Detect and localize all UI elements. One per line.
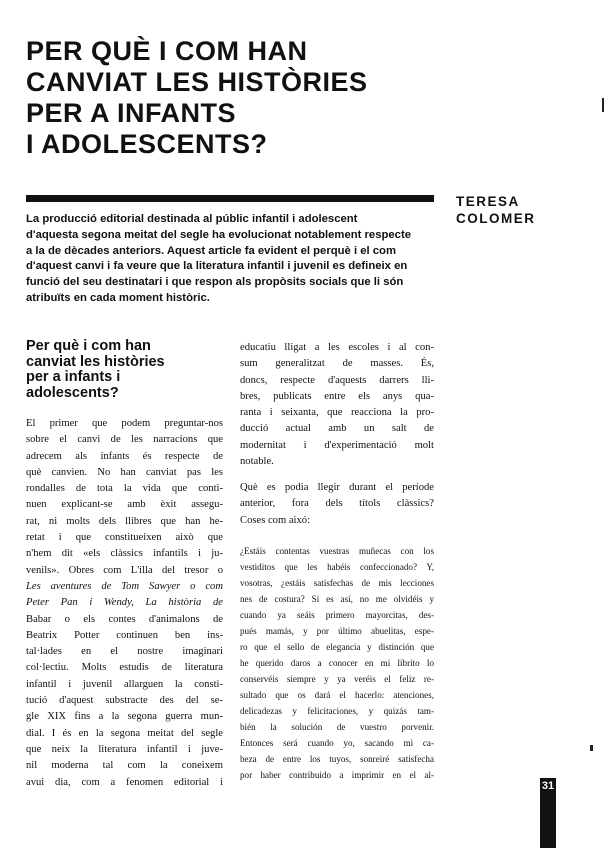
abstract-line: atribuïts en cada moment històric. [26, 291, 210, 304]
title-line: PER A INFANTS [26, 98, 237, 128]
heading-line: canviat les històries [26, 353, 165, 370]
body-line: venils». Obres com L'illa del tresor o [26, 564, 223, 576]
quote-line: cuando ya seáis primero mayorcitas, des- [240, 610, 434, 620]
body-line: Les aventures de Tom Sawyer o com [26, 580, 223, 592]
body-line: nuen explicant-se amb èxit assegu- [26, 499, 223, 511]
body-column-right-paragraph-1 [240, 340, 434, 470]
body-line: ranta i seixanta, que reacciona la pro- [240, 407, 434, 419]
body-line: Peter Pan i Wendy, La història de [26, 597, 223, 609]
body-line: bres, publicats entre els anys qua- [240, 390, 434, 402]
body-line: doncs, respecte d'aquests darrers lli- [240, 374, 434, 386]
article-abstract [26, 212, 436, 307]
title-line: CANVIAT LES HISTÒRIES [26, 67, 368, 97]
body-column-right-paragraph-2 [240, 480, 434, 529]
body-line: col·lectiu. Molts estudis de literatura [26, 662, 223, 674]
abstract-line: La producció editorial destinada al públic infantil i adolescent [26, 213, 358, 225]
quote-line: por haber contribuido a imprimir en el al- [240, 770, 434, 780]
title-line: I ADOLESCENTS? [26, 129, 268, 159]
quote-line: ro que el sello de elegancia y distinción que [240, 642, 434, 652]
quote-line: nes de costura? Si es así, no me olvidéis y [240, 594, 434, 604]
quote-line: ¿Estáis contentas vuestras muñecas con los [240, 546, 434, 556]
body-line: Beatrix Potter continuen ben ins- [26, 629, 223, 641]
body-line: que neix la literatura infantil i juve- [26, 743, 223, 755]
title-divider [26, 195, 434, 202]
body-line: sobre el canvi de les narracions que [26, 434, 223, 446]
title-line: PER QUÈ I COM HAN [26, 36, 308, 66]
body-line: nil moderna tal com la coneixem [26, 760, 223, 772]
page-number: 31 [541, 780, 555, 792]
author-line: TERESA [456, 194, 520, 209]
body-line: El primer que podem preguntar-nos [26, 418, 223, 429]
abstract-line: a la de dècades anteriors. Aquest article fa evident el perquè i el com [26, 244, 397, 257]
body-line: Babar o els contes d'animalons de [26, 613, 223, 625]
quote-line: vestiditos que les habéis confeccionado? Y, [240, 562, 434, 572]
scan-edge-mark [602, 98, 604, 112]
body-line: tal·lades en el nostre imaginari [26, 646, 223, 658]
quote-line: pués mamás, y por último abuelitas, espe- [240, 626, 434, 636]
body-line: anterior, fora dels títols clàssics? [240, 498, 434, 510]
heading-line: adolescents? [26, 384, 119, 401]
body-line: ducció actual amb un salt de [240, 423, 434, 435]
heading-line: Per què i com han [26, 338, 151, 354]
body-line: Què es podia llegir durant el període [240, 482, 434, 493]
body-line: modernitat i d'experimentació molt [240, 439, 434, 451]
body-line: retat i que constitueixen això que [26, 532, 223, 544]
body-line: què canvien. No han canviat pas les [26, 466, 223, 478]
abstract-line: funció del seu destinatari i que respon als propòsits socials que li són [26, 276, 404, 289]
article-title [26, 36, 446, 160]
body-line: gle XIX fins a la segona guerra mun- [26, 711, 223, 723]
body-line: educatiu lligat a les escoles i al con- [240, 342, 434, 353]
body-line: tució d'aquest substracte des del se- [26, 695, 223, 707]
body-line: Coses com aixó: [240, 514, 311, 526]
body-line: notable. [240, 456, 274, 468]
body-line: avui dia, com a fenomen editorial i [26, 776, 223, 788]
quote-line: vosotras, ¿estáis satisfechas de mis lecciones [240, 578, 434, 588]
body-line: adrecem als infants és respecte de [26, 450, 223, 462]
author-line: COLOMER [456, 211, 536, 226]
body-line: infantil i juvenil allarguen la consti- [26, 678, 223, 690]
quote-line: beza de entre los tuyos, sonreiré satisfecha [240, 754, 434, 764]
body-line: dial. I és en la segona meitat del segle [26, 727, 223, 739]
quote-line: conservéis siempre y ya veréis el feliz re- [240, 674, 434, 684]
quote-line: sultado que os dará el hacerlo: atenciones, [240, 690, 434, 700]
body-column-left [26, 416, 223, 791]
body-line: n'hem dit «els clàssics infantils i ju- [26, 548, 223, 560]
heading-line: per a infants i [26, 369, 121, 385]
quote-line: he querido daros a conocer en mi librito lo [240, 658, 434, 668]
abstract-line: d'aquest canvi i fa veure que la literatura infantil i juvenil es defineix en [26, 260, 408, 273]
scan-edge-mark [590, 745, 593, 751]
quote-line: Entonces será cuando yo, sacando mi ca- [240, 738, 434, 748]
author-name [456, 193, 586, 227]
quoted-excerpt [240, 543, 434, 783]
quote-line: bién la solución de vuestro porvenir. [240, 722, 434, 732]
body-line: sum generalitzat de masses. És, [240, 358, 434, 370]
body-line: rat, ni molts dels llibres que han he- [26, 515, 223, 527]
section-heading [26, 339, 226, 401]
quote-line: delicadezas y felicitaciones, y quizás tam- [240, 706, 434, 716]
body-line: rondalles de tota la vida que conti- [26, 483, 223, 495]
abstract-line: d'aquesta segona meitat del segle ha evolucionat notablement respecte [26, 228, 412, 241]
